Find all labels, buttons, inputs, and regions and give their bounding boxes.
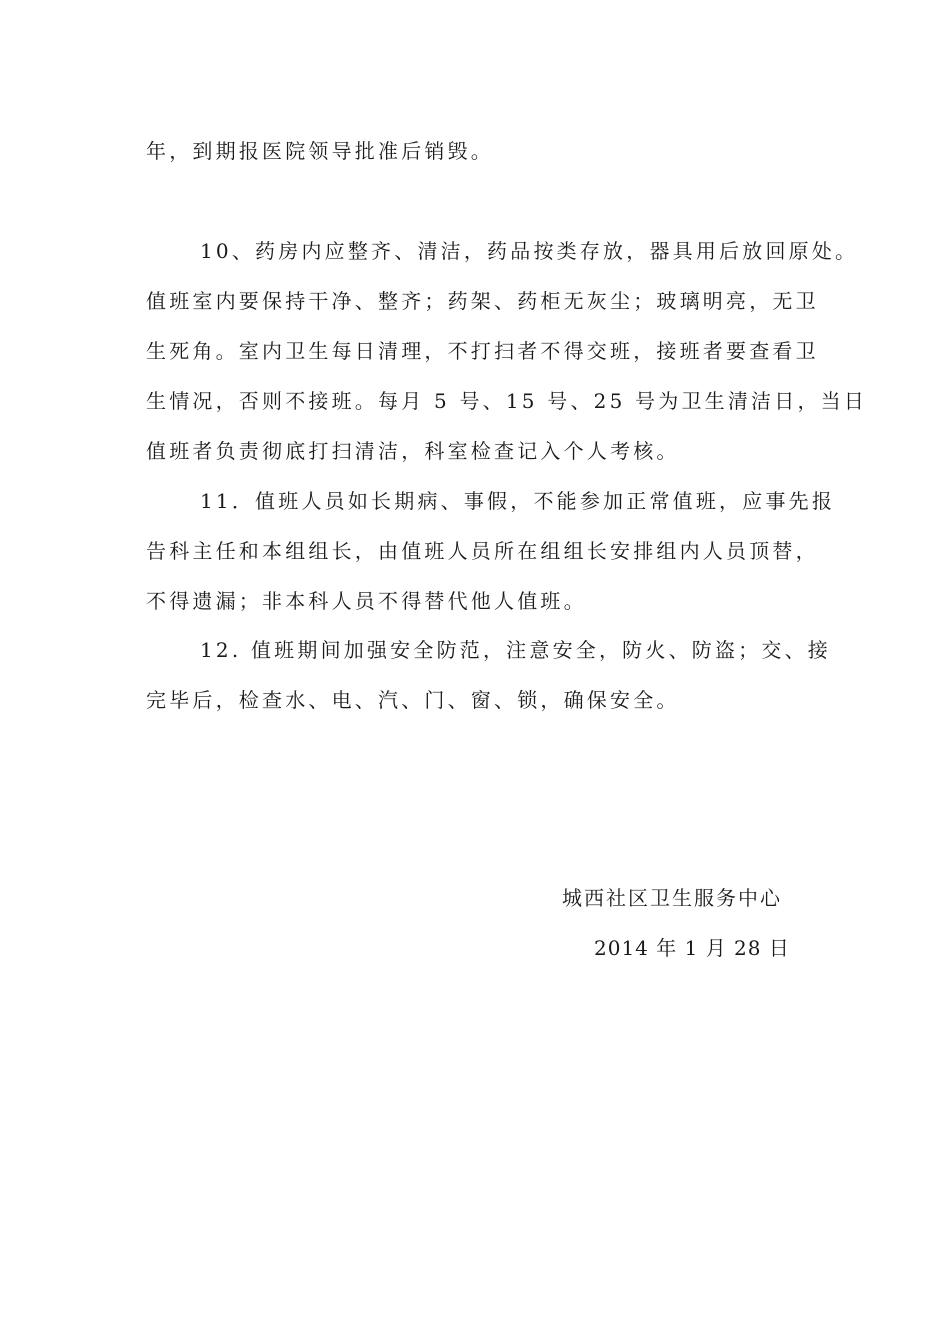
text-line: 值班者负责彻底打扫清洁，科室检查记入个人考核。 — [146, 439, 680, 463]
text-line: 年，到期报医院领导批准后销毁。 — [146, 139, 494, 163]
text-line: 值班室内要保持干净、整齐；药架、药柜无灰尘；玻璃明亮，无卫 — [146, 289, 819, 313]
text-line-item-12: 12. 值班期间加强安全防范，注意安全，防火、防盗；交、接 — [200, 638, 831, 662]
signature-date: 2014 年 1 月 28 日 — [594, 936, 790, 960]
text-line-item-10: 10、药房内应整齐、清洁，药品按类存放，器具用后放回原处。 — [200, 239, 859, 263]
text-line: 生情况，否则不接班。每月 5 号、15 号、25 号为卫生清洁日，当日 — [146, 389, 868, 413]
text-line: 生死角。室内卫生每日清理，不打扫者不得交班，接班者要查看卫 — [146, 339, 819, 363]
text-line: 完毕后，检查水、电、汽、门、窗、锁，确保安全。 — [146, 688, 680, 712]
signature-organization: 城西社区卫生服务中心 — [562, 886, 782, 910]
text-line-item-11: 11．值班人员如长期病、事假，不能参加正常值班，应事先报 — [200, 489, 836, 513]
text-line: 告科主任和本组组长，由值班人员所在组组长安排组内人员顶替， — [146, 539, 819, 563]
text-line: 不得遗漏；非本科人员不得替代他人值班。 — [146, 589, 587, 613]
